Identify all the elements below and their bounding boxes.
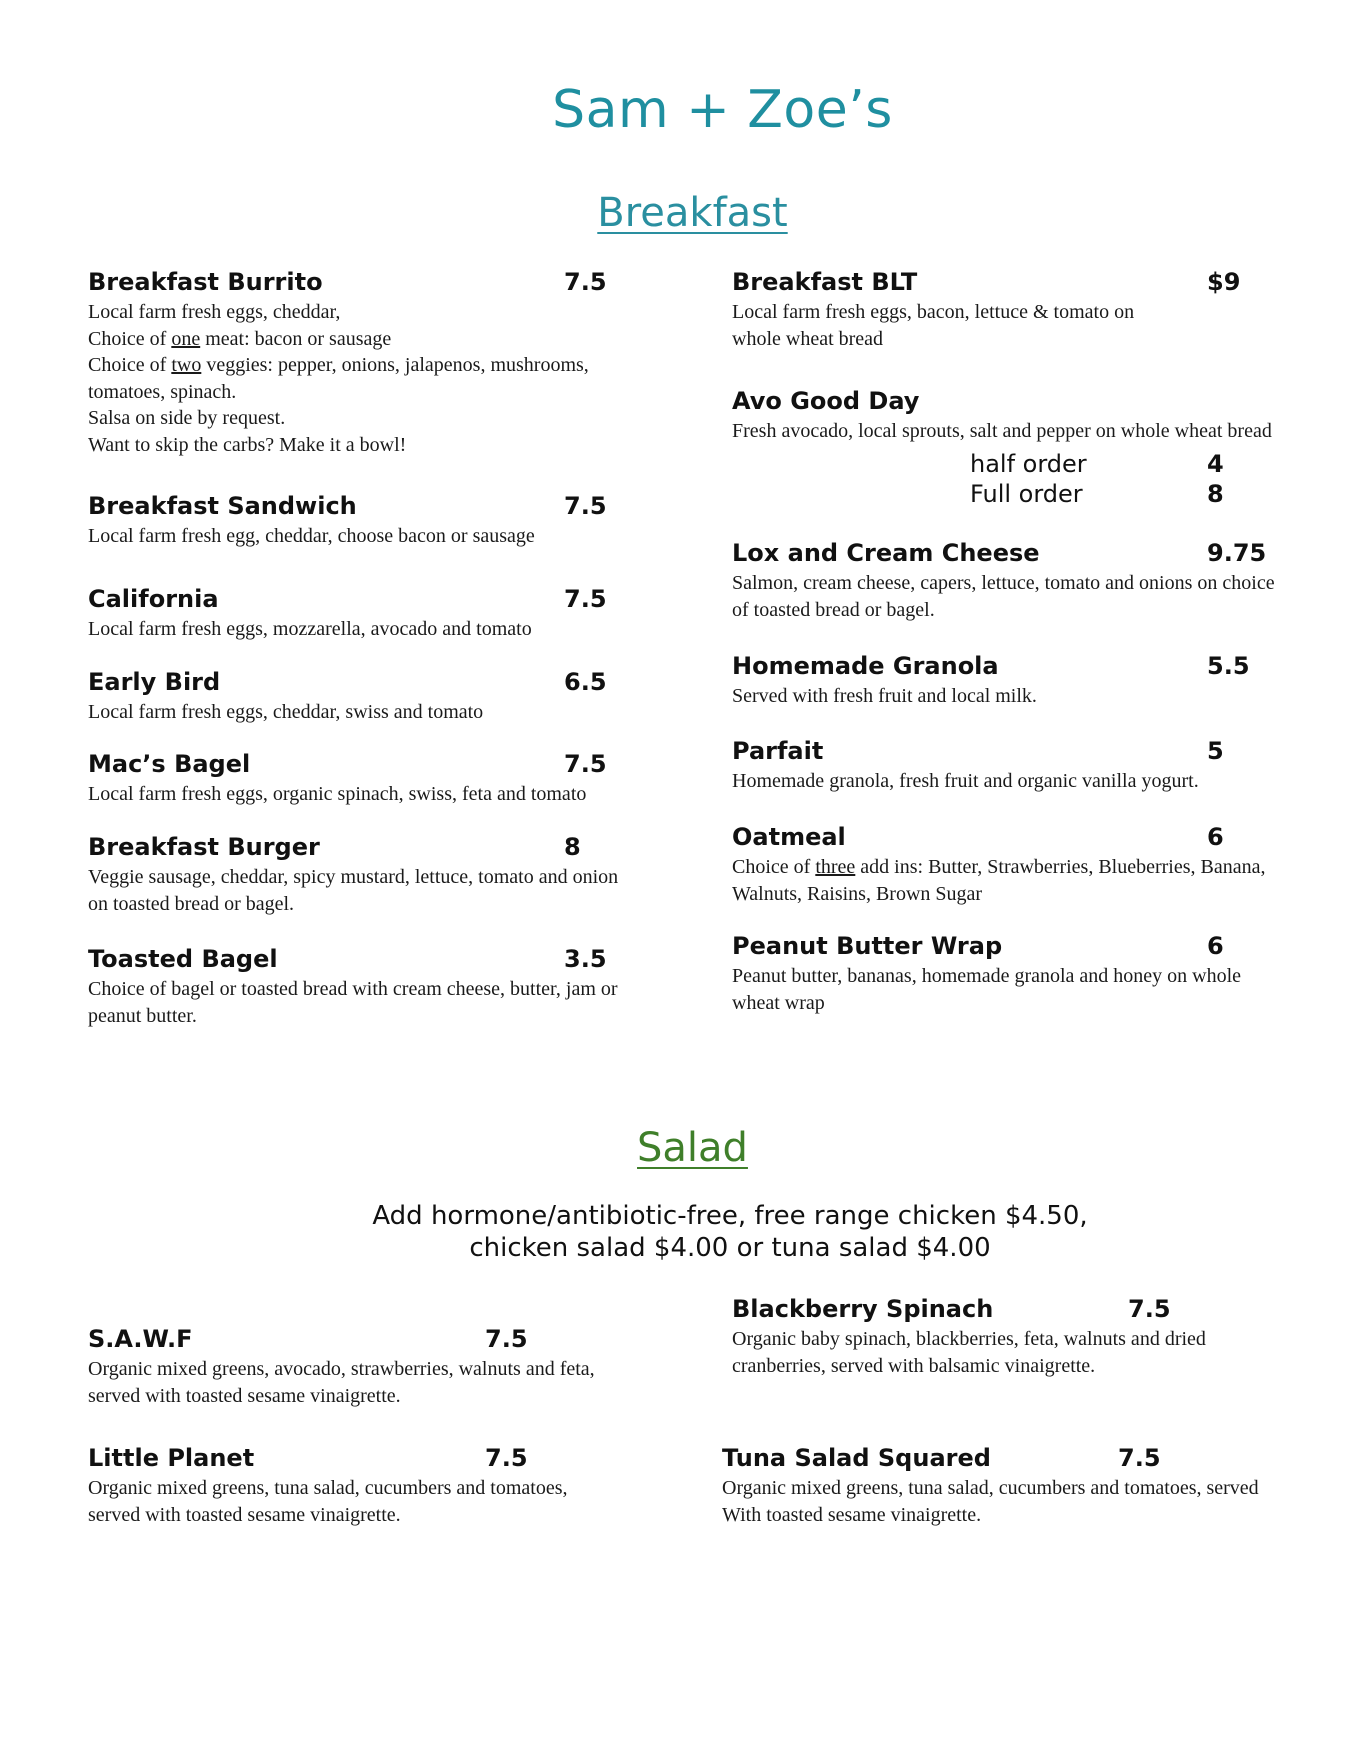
salad-item-price: 7.5 [485,1325,528,1353]
description-line: Veggie sausage, cheddar, spicy mustard, lettuce, tomato and onion [88,866,619,888]
breakfast-item-price: 7.5 [564,492,607,520]
breakfast-item-name: Breakfast Sandwich [88,492,357,520]
salad-item-name: Blackberry Spinach [732,1295,994,1323]
salad-item-description [88,1356,688,1409]
description-line: Choice of bagel or toasted bread with cream cheese, butter, jam or [88,978,618,1000]
description-line: Choice of one meat: bacon or sausage [88,327,392,350]
restaurant-title: Sam + Zoe’s [552,80,893,140]
description-line: Salsa on side by request. [88,407,286,429]
breakfast-item-description [88,781,688,808]
breakfast-item-name: Lox and Cream Cheese [732,539,1040,567]
description-line: Local farm fresh eggs, organic spinach, swiss, feta and tomato [88,783,587,805]
description-line: peanut butter. [88,1004,197,1027]
description-line: Walnuts, Raisins, Brown Sugar [732,882,983,905]
breakfast-item-price: $9 [1207,268,1241,296]
breakfast-item-name: Toasted Bagel [88,945,278,973]
description-line: Salmon, cream cheese, capers, lettuce, tomato and onions on choice [732,572,1275,594]
breakfast-item-price: 5 [1207,737,1224,765]
description-line: Fresh avocado, local sprouts, salt and pepper on whole wheat bread [732,420,1272,442]
breakfast-item-price: 7.5 [564,585,607,613]
breakfast-item-description [732,963,1332,1016]
description-line: wheat wrap [732,991,825,1014]
description-line: With toasted sesame vinaigrette. [722,1503,982,1526]
description-line: Organic mixed greens, avocado, strawberries, walnuts and feta, [88,1358,595,1380]
breakfast-item-description [88,616,688,643]
portion-option-price: 8 [1207,480,1224,508]
breakfast-item-description [732,854,1332,907]
description-line: tomatoes, spinach. [88,380,237,403]
breakfast-item-price: 3.5 [564,945,607,973]
description-line: Local farm fresh eggs, mozzarella, avocado and tomato [88,618,532,640]
breakfast-item-price: 9.75 [1207,539,1267,567]
description-line: Served with fresh fruit and local milk. [732,685,1037,707]
breakfast-item-description [88,299,688,458]
breakfast-item-name: Breakfast Burrito [88,268,323,296]
breakfast-heading: Breakfast [597,190,788,236]
salad-note-line: chicken salad $4.00 or tuna salad $4.00 [469,1233,991,1263]
salad-add-protein-note [0,1200,1360,1264]
breakfast-item-description [732,418,1332,445]
breakfast-item-name: California [88,585,219,613]
breakfast-item-name: Peanut Butter Wrap [732,932,1003,960]
salad-item-description [88,1475,688,1528]
breakfast-item-description [732,683,1332,710]
portion-option-price: 4 [1207,450,1224,478]
breakfast-item-name: Early Bird [88,668,221,696]
description-line: Peanut butter, bananas, homemade granola and honey on whole [732,965,1242,987]
emphasis-text: three [815,856,856,878]
breakfast-item-name: Homemade Granola [732,652,999,680]
breakfast-item-description [88,976,688,1029]
description-line: Organic mixed greens, tuna salad, cucumbers and tomatoes, served [722,1477,1259,1499]
portion-option-label: Full order [970,480,1083,508]
breakfast-item-price: 6 [1207,823,1224,851]
description-line: Local farm fresh egg, cheddar, choose bacon or sausage [88,525,535,547]
breakfast-item-price: 7.5 [564,750,607,778]
breakfast-item-description [88,523,688,550]
description-line: Want to skip the carbs? Make it a bowl! [88,433,407,456]
salad-item-name: S.A.W.F [88,1325,193,1353]
description-line: Local farm fresh eggs, cheddar, [88,301,341,323]
salad-item-price: 7.5 [1118,1444,1161,1472]
salad-item-price: 7.5 [1128,1295,1171,1323]
breakfast-item-name: Breakfast BLT [732,268,918,296]
breakfast-item-name: Mac’s Bagel [88,750,251,778]
salad-heading: Salad [637,1125,748,1171]
breakfast-item-description [88,699,688,726]
breakfast-item-name: Avo Good Day [732,387,920,415]
breakfast-item-description [732,570,1332,623]
emphasis-text: two [171,354,202,376]
breakfast-item-name: Oatmeal [732,823,846,851]
description-line: served with toasted sesame vinaigrette. [88,1384,401,1407]
salad-item-price: 7.5 [485,1444,528,1472]
description-line: Organic mixed greens, tuna salad, cucumbers and tomatoes, [88,1477,568,1499]
description-line: served with toasted sesame vinaigrette. [88,1503,401,1526]
breakfast-item-price: 6 [1207,932,1224,960]
breakfast-item-description [732,299,1332,352]
description-line: Homemade granola, fresh fruit and organic vanilla yogurt. [732,770,1199,792]
emphasis-text: one [171,327,201,350]
description-line: Organic baby spinach, blackberries, feta, walnuts and dried [732,1328,1206,1350]
salad-item-name: Tuna Salad Squared [722,1444,991,1472]
breakfast-item-price: 7.5 [564,268,607,296]
breakfast-item-price: 8 [564,833,581,861]
breakfast-item-name: Breakfast Burger [88,833,320,861]
breakfast-item-name: Parfait [732,737,824,765]
salad-note-line: Add hormone/antibiotic-free, free range chicken $4.50, [372,1201,1088,1231]
salad-item-description [722,1475,1322,1528]
description-line: Local farm fresh eggs, bacon, lettuce & tomato on [732,301,1135,323]
portion-option-label: half order [970,450,1087,478]
breakfast-item-description [88,864,688,917]
description-line: Choice of three add ins: Butter, Strawberries, Blueberries, Banana, [732,856,1266,878]
description-line: whole wheat bread [732,327,884,350]
description-line: cranberries, served with balsamic vinaigrette. [732,1354,1096,1377]
breakfast-item-price: 5.5 [1207,652,1250,680]
description-line: of toasted bread or bagel. [732,598,935,621]
breakfast-item-description [732,768,1332,795]
description-line: Local farm fresh eggs, cheddar, swiss and tomato [88,701,484,723]
description-line: on toasted bread or bagel. [88,892,295,915]
description-line: Choice of two veggies: pepper, onions, jalapenos, mushrooms, [88,354,589,376]
breakfast-item-price: 6.5 [564,668,607,696]
salad-item-description [732,1326,1332,1379]
salad-item-name: Little Planet [88,1444,255,1472]
